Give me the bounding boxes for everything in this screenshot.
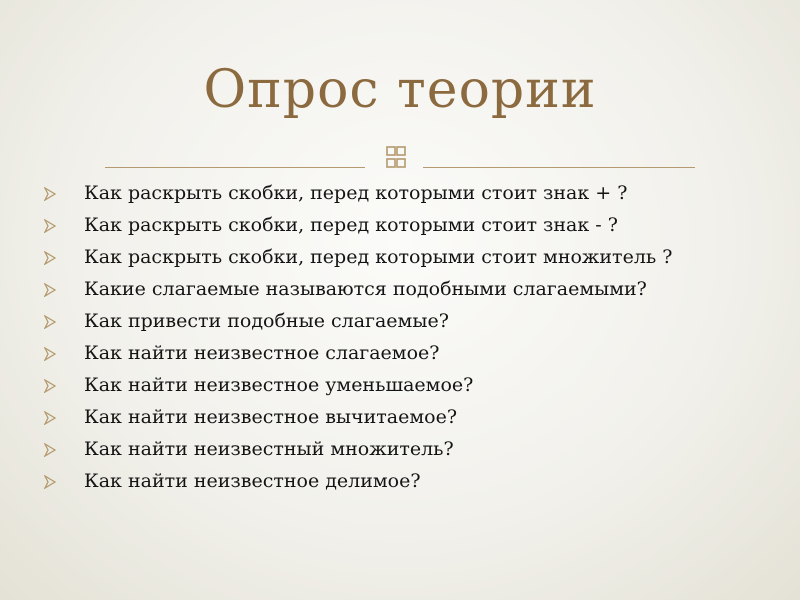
list-item [44,276,784,303]
feather-arrow-icon [44,443,56,457]
list-item [44,244,784,271]
list-item-text: Как раскрыть скобки, перед которыми стоит знак - ? [84,214,618,236]
feather-arrow-icon [44,283,56,297]
feather-arrow-icon [44,219,56,233]
ornament-icon [381,143,411,173]
list-item [44,468,784,495]
list-item-text: Как раскрыть скобки, перед которыми стоит знак + ? [84,182,628,204]
list-item-text: Как найти неизвестное слагаемое? [84,342,440,364]
divider-line-right [423,167,695,168]
slide-title: Опрос теории [203,60,597,120]
list-item-text: Как привести подобные слагаемые? [84,310,449,332]
list-item-text: Какие слагаемые называются подобными слагаемыми? [84,278,647,300]
list-item [44,372,784,399]
feather-arrow-icon [44,315,56,329]
feather-arrow-icon [44,187,56,201]
list-item [44,436,784,463]
divider-line-left [105,167,365,168]
list-item [44,404,784,431]
list-item-text: Как найти неизвестное вычитаемое? [84,406,458,428]
list-item [44,212,784,239]
list-item [44,308,784,335]
feather-arrow-icon [44,251,56,265]
feather-arrow-icon [44,379,56,393]
feather-arrow-icon [44,411,56,425]
title-divider [105,143,695,173]
feather-arrow-icon [44,347,56,361]
list-item-text: Как найти неизвестный множитель? [84,438,454,460]
bullet-list [44,180,784,500]
list-item-text: Как найти неизвестное делимое? [84,470,421,492]
list-item-text: Как найти неизвестное уменьшаемое? [84,374,474,396]
list-item [44,180,784,207]
feather-arrow-icon [44,475,56,489]
list-item [44,340,784,367]
list-item-text: Как раскрыть скобки, перед которыми стоит множитель ? [84,246,673,268]
